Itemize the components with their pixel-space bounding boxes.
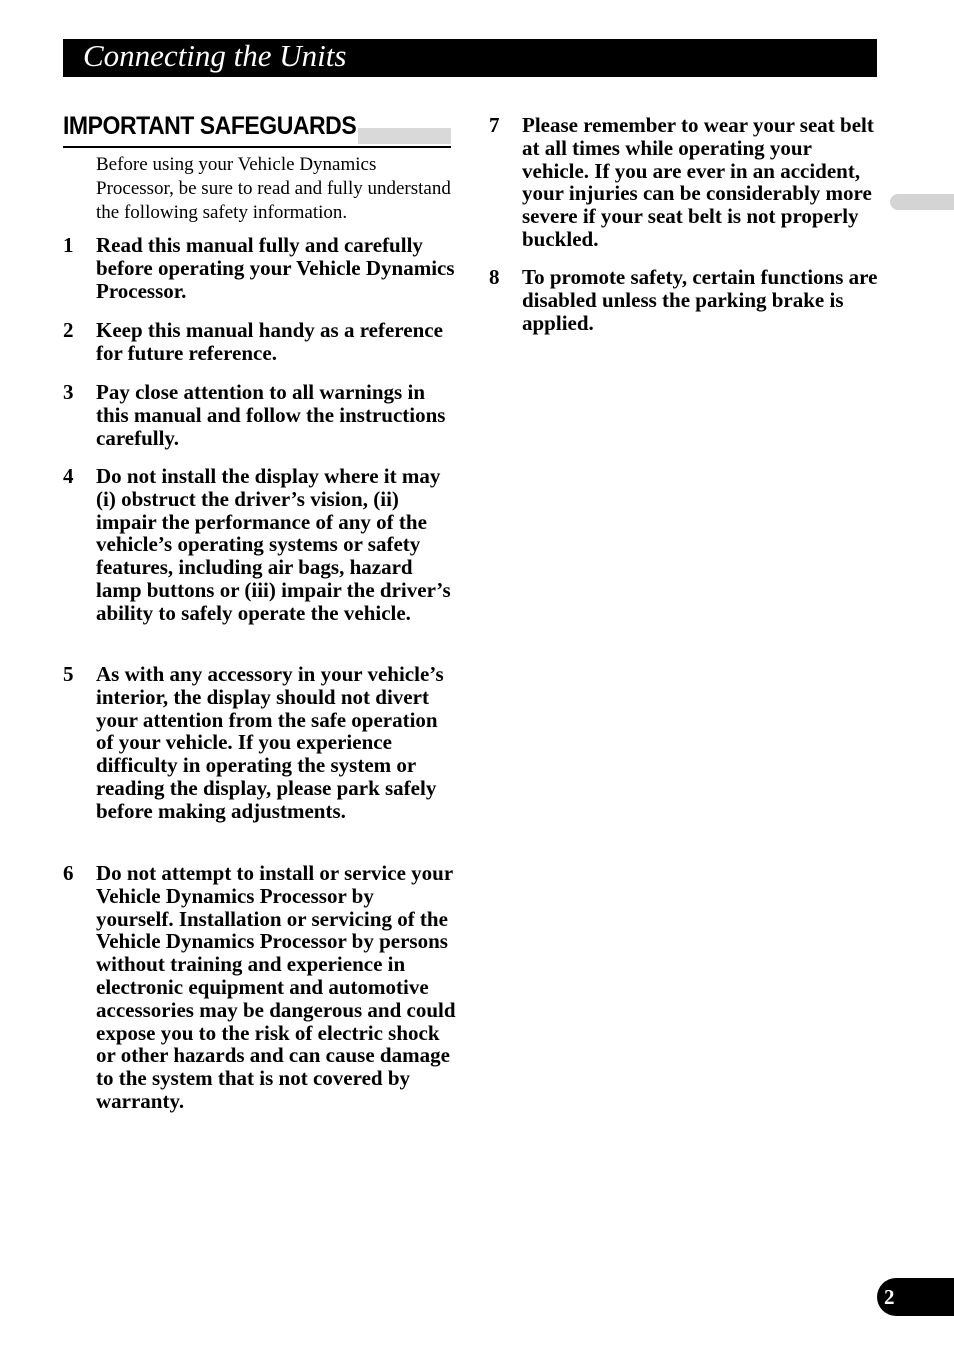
item-number: 2	[63, 318, 74, 342]
intro-paragraph: Before using your Vehicle Dynamics Processor, be sure to read and fully understand the following safety information.	[96, 154, 451, 223]
item-text: As with any accessory in your vehicle’s interior, the display should not divert your attention from the safe operation of your vehicle. If you experience difficulty in operating the system or reading the display, please park safely before making adjustments.	[96, 662, 444, 823]
item-text: Please remember to wear your seat belt at all times while operating your vehicle. If you are ever in an accident, your injuries can be considerably more severe if your seat belt is not properly buckled.	[522, 113, 874, 251]
item-number: 5	[63, 662, 74, 686]
item-number: 8	[489, 265, 500, 289]
section-heading: IMPORTANT SAFEGUARDS	[63, 112, 357, 140]
section-heading-block	[63, 110, 451, 148]
chapter-tab	[890, 194, 954, 210]
item-number: 1	[63, 233, 74, 257]
page-number-badge	[877, 1278, 954, 1316]
item-text: Read this manual fully and carefully before operating your Vehicle Dynamics Processor.	[96, 233, 455, 303]
item-text: Do not attempt to install or service your Vehicle Dynamics Processor by yourself. Installation or servicing of the Vehicle Dynamics Processor by persons without training and experience in electronic equipment and automotive accessories may be dangerous and could expose you to the risk of electric shock or other hazards and can cause damage to the system that is not covered by warranty.	[96, 861, 456, 1113]
item-text: Keep this manual handy as a reference for future reference.	[96, 318, 443, 365]
item-text: Do not install the display where it may (i) obstruct the driver’s vision, (ii) impair the performance of any of the vehicle’s operating systems or safety features, including air bags, hazard lamp buttons or (iii) impair the driver’s ability to safely operate the vehicle.	[96, 464, 451, 625]
page-number: 2	[884, 1285, 895, 1309]
item-number: 3	[63, 380, 74, 404]
item-number: 4	[63, 464, 74, 488]
header-bar	[63, 39, 877, 77]
item-number: 7	[489, 113, 500, 137]
heading-shade	[358, 128, 451, 144]
item-number: 6	[63, 861, 74, 885]
item-text: Pay close attention to all warnings in this manual and follow the instructions carefully.	[96, 380, 446, 450]
page-title: Connecting the Units	[83, 38, 347, 73]
item-text: To promote safety, certain functions are disabled unless the parking brake is applied.	[522, 265, 878, 335]
